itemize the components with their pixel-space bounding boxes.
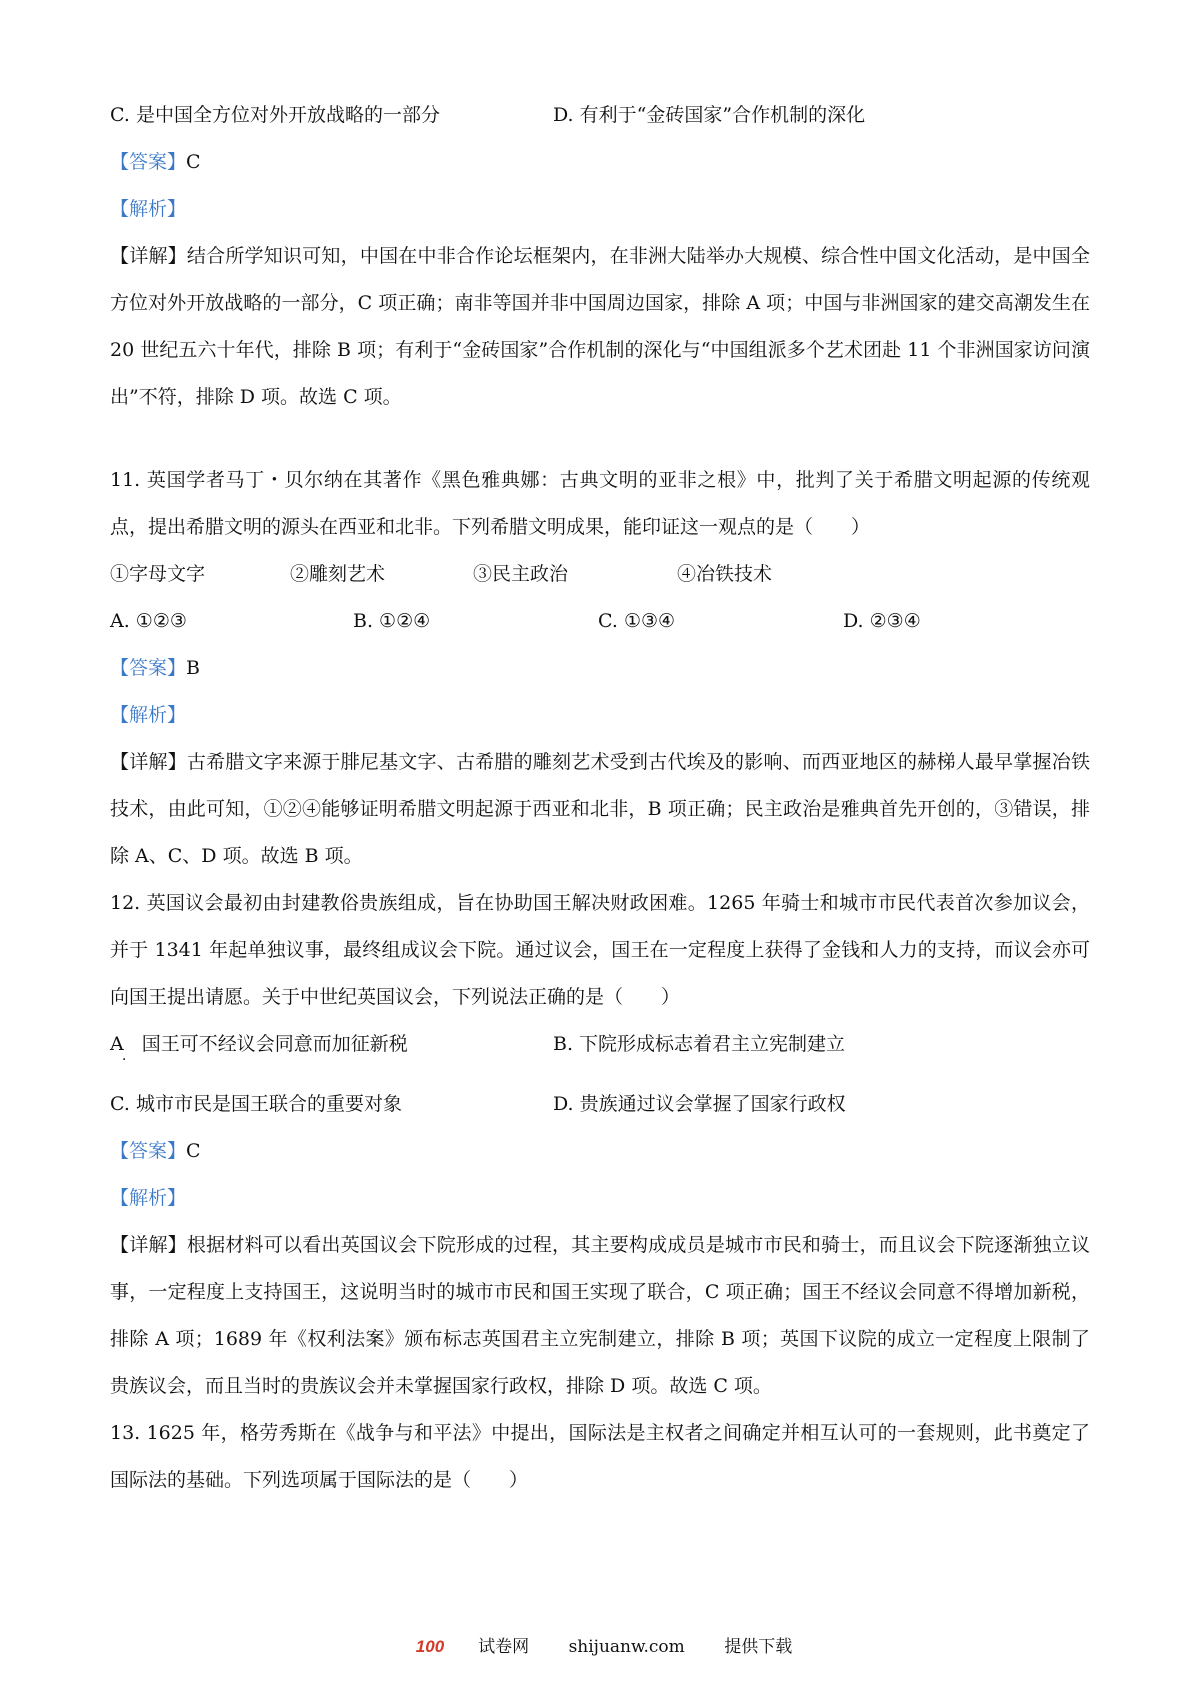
page-footer [0, 1632, 1191, 1657]
q10-option-c[interactable]: C. 是中国全方位对外开放战略的一部分 [110, 104, 440, 126]
q11-item-1: ①字母文字 [110, 563, 206, 585]
q12-options-cd [110, 1081, 1090, 1128]
q11-detail [110, 739, 1090, 880]
q11-analysis [110, 692, 1090, 739]
detail-text: 古希腊文字来源于腓尼基文字、古希腊的雕刻艺术受到古代埃及的影响、而西亚地区的赫梯人最早掌握冶铁技术，由此可知，①②④能够证明希腊文明起源于西亚和北非，B 项正确；民主政治是雅典首先开创的，③错误，排除 A、C、D 项。故选 B 项。 [110, 751, 1090, 867]
q10-analysis [110, 186, 1090, 233]
answer-value: B [186, 657, 200, 679]
site-url[interactable]: shijuanw.com [568, 1637, 685, 1657]
q11-items [110, 551, 1090, 598]
q11-options [110, 598, 1090, 645]
answer-value: C [186, 151, 201, 173]
q12-option-c[interactable]: C. 城市市民是国王联合的重要对象 [110, 1093, 402, 1115]
q11-item-4: ④冶铁技术 [677, 563, 773, 585]
q11-option-b[interactable]: B. ①②④ [353, 610, 431, 632]
q11-option-a[interactable]: A. ①②③ [110, 610, 187, 632]
analysis-tag: 【解析】 [110, 704, 187, 726]
answer-tag: 【答案】 [110, 151, 187, 173]
answer-tag: 【答案】 [110, 657, 187, 679]
footer-slogan: 提供下载 [724, 1637, 793, 1657]
document-body [110, 92, 1090, 1504]
q12-stem: 12. 英国议会最初由封建教俗贵族组成，旨在协助国王解决财政困难。1265 年骑士和城市市民代表首次参加议会，并于 1341 年起单独议事，最终组成议会下院。通过议会，国王在一定程度上获得了金钱和人力的支持，而议会亦可向国王提出请愿。关于中世纪英国议会，下列说法正确的是（ ） [110, 892, 1090, 1008]
q10-answer [110, 139, 1090, 186]
q11-item-2: ②雕刻艺术 [290, 563, 386, 585]
q12-options-ab [110, 1021, 1090, 1081]
q12-option-a-text: 国王可不经议会同意而加征新税 [141, 1033, 408, 1055]
detail-tag: 【详解】 [110, 751, 187, 773]
q11-stem: 11. 英国学者马丁・贝尔纳在其著作《黑色雅典娜：古典文明的亚非之根》中，批判了关于希腊文明起源的传统观点，提出希腊文明的源头在西亚和北非。下列希腊文明成果，能印证这一观点的是（ ） [110, 469, 1090, 538]
site-name: 试卷网 [478, 1637, 530, 1657]
q12-option-a[interactable] [110, 1021, 408, 1068]
q13-stem: 13. 1625 年，格劳秀斯在《战争与和平法》中提出，国际法是主权者之间确定并相互认可的一套规则，此书奠定了国际法的基础。下列选项属于国际法的是（ ） [110, 1422, 1090, 1491]
q10-options-cd [110, 92, 1090, 139]
q10-option-d[interactable]: D. 有利于“金砖国家”合作机制的深化 [553, 104, 866, 126]
q12-option-d[interactable]: D. 贵族通过议会掌握了国家行政权 [553, 1093, 846, 1115]
analysis-tag: 【解析】 [110, 198, 187, 220]
answer-value: C [186, 1140, 201, 1162]
q12-analysis [110, 1175, 1090, 1222]
q11-answer [110, 645, 1090, 692]
q12-option-a-dot: ． [122, 1048, 136, 1064]
detail-text: 根据材料可以看出英国议会下院形成的过程，其主要构成成员是城市市民和骑士，而且议会下院逐渐独立议事，一定程度上支持国王，这说明当时的城市市民和国王实现了联合，C 项正确；国王不经议会同意不得增加新税，排除 A 项；1689 年《权利法案》颁布标志英国君主立宪制建立，排除 B 项；英国下议院的成立一定程度上限制了贵族议会，而且当时的贵族议会并未掌握国家行政权，排除 D 项。故选 C 项。 [110, 1234, 1090, 1397]
detail-text: 结合所学知识可知，中国在中非合作论坛框架内，在非洲大陆举办大规模、综合性中国文化活动，是中国全方位对外开放战略的一部分，C 项正确；南非等国并非中国周边国家，排除 A 项；中国与非洲国家的建交高潮发生在 20 世纪五六十年代，排除 B 项；有利于“金砖国家”合作机制的深化与“中国组派多个艺术团赴 11 个非洲国家访问演出”不符，排除 D 项。故选 C 项。 [110, 245, 1090, 408]
q12-detail [110, 1222, 1090, 1410]
q12-option-b[interactable]: B. 下院形成标志着君主立宪制建立 [553, 1033, 846, 1055]
site-logo: 100 [415, 1637, 445, 1656]
q11-option-d[interactable]: D. ②③④ [843, 610, 921, 632]
detail-tag: 【详解】 [110, 1234, 187, 1256]
analysis-tag: 【解析】 [110, 1187, 187, 1209]
answer-tag: 【答案】 [110, 1140, 187, 1162]
q11-option-c[interactable]: C. ①③④ [598, 610, 676, 632]
q12-option-a-letter: A [110, 1033, 124, 1055]
q11-item-3: ③民主政治 [473, 563, 569, 585]
q10-detail [110, 233, 1090, 421]
q12-answer [110, 1128, 1090, 1175]
detail-tag: 【详解】 [110, 245, 187, 267]
